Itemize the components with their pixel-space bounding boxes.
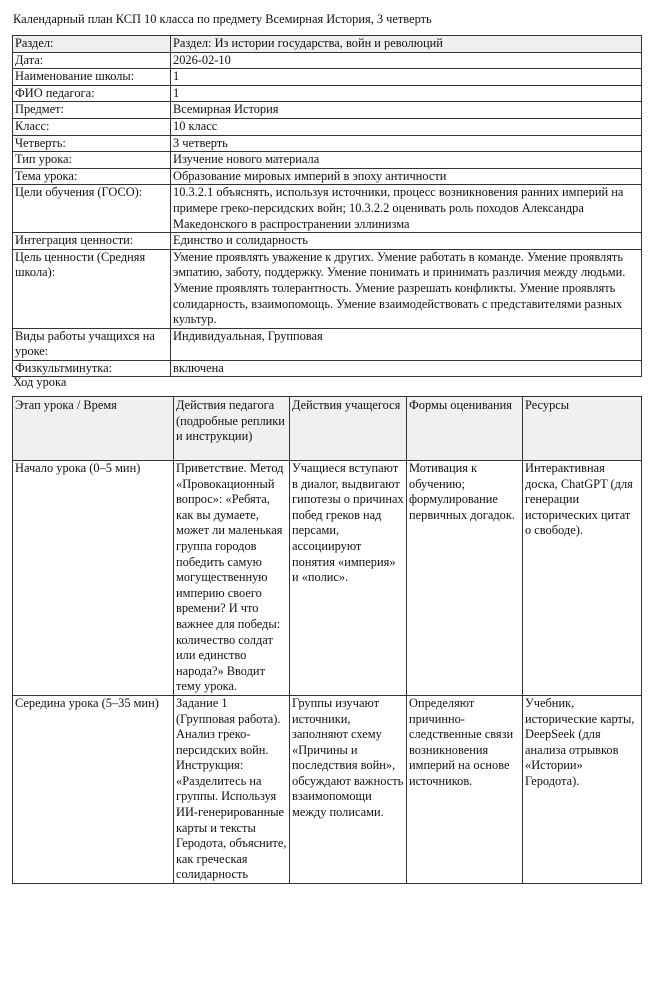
info-row-section bbox=[13, 36, 642, 53]
column-header-resources: Ресурсы bbox=[523, 397, 642, 461]
info-row-value-goal bbox=[13, 249, 642, 328]
info-value: Образование мировых империй в эпоху античности bbox=[171, 168, 642, 185]
lesson-progress-heading: Ход урока bbox=[13, 375, 67, 389]
info-label: Предмет: bbox=[13, 102, 171, 119]
lesson-info-table bbox=[12, 35, 642, 377]
stage-cell: Начало урока (0–5 мин) bbox=[13, 461, 174, 696]
info-label: Тема урока: bbox=[13, 168, 171, 185]
info-label: Четверть: bbox=[13, 135, 171, 152]
resources-cell: Учебник, исторические карты, DeepSeek (для анализа отрывков «Истории» Геродота). bbox=[523, 695, 642, 883]
info-value: Умение проявлять уважение к других. Умение работать в команде. Умение проявлять эмпатию, заботу, поддержку. Умение понимать и принимать различия между людьми. Умение проявлять толерантность. Умение разрешать конфликты. Умение проявлять солидарность, взаимопомощь. Умение взаимодействовать с представителями разных культур. bbox=[171, 249, 642, 328]
stage-cell: Середина урока (5–35 мин) bbox=[13, 695, 174, 883]
info-row-date bbox=[13, 52, 642, 69]
info-row-topic bbox=[13, 168, 642, 185]
info-value: 10 класс bbox=[171, 118, 642, 135]
info-row-school bbox=[13, 69, 642, 86]
info-value: 3 четверть bbox=[171, 135, 642, 152]
column-header-assessment: Формы оценивания bbox=[407, 397, 523, 461]
student-actions-cell: Группы изучают источники, заполняют схему «Причины и последствия войн», обсуждают важность взаимопомощи между полисами. bbox=[290, 695, 407, 883]
info-row-value-integration bbox=[13, 233, 642, 250]
info-value: 1 bbox=[171, 69, 642, 86]
info-label: Раздел: bbox=[13, 36, 171, 53]
column-header-stage: Этап урока / Время bbox=[13, 397, 174, 461]
plan-header-row bbox=[13, 397, 642, 461]
info-label: Цели обучения (ГОСО): bbox=[13, 185, 171, 233]
student-actions-cell: Учащиеся вступают в диалог, выдвигают гипотезы о причинах побед греков над персами, ассоциируют понятия «империя» и «полис». bbox=[290, 461, 407, 696]
info-label: Наименование школы: bbox=[13, 69, 171, 86]
column-header-teacher-actions: Действия педагога (подробные реплики и инструкции) bbox=[174, 397, 290, 461]
assessment-cell: Мотивация к обучению; формулирование первичных догадок. bbox=[407, 461, 523, 696]
column-header-student-actions: Действия учащегося bbox=[290, 397, 407, 461]
info-row-teacher bbox=[13, 85, 642, 102]
info-row-quarter bbox=[13, 135, 642, 152]
info-value: Изучение нового материала bbox=[171, 152, 642, 169]
assessment-cell: Определяют причинно-следственные связи возникновения империй на основе источников. bbox=[407, 695, 523, 883]
info-value: 10.3.2.1 объяснять, используя источники, процесс возникновения ранних империй на примере греко-персидских войн; 10.3.2.2 оценивать роль походов Александра Македонского в распространении эллинизма bbox=[171, 185, 642, 233]
table-row bbox=[13, 461, 642, 696]
info-value: Единство и солидарность bbox=[171, 233, 642, 250]
info-label: Класс: bbox=[13, 118, 171, 135]
info-value: Раздел: Из истории государства, войн и революций bbox=[171, 36, 642, 53]
table-row bbox=[13, 695, 642, 883]
info-value: 1 bbox=[171, 85, 642, 102]
info-label: Интеграция ценности: bbox=[13, 233, 171, 250]
info-label: Цель ценности (Средняя школа): bbox=[13, 249, 171, 328]
document-title: Календарный план КСП 10 класса по предмету Всемирная История, 3 четверть bbox=[13, 12, 432, 26]
resources-cell: Интерактивная доска, ChatGPT (для генерации исторических цитат о свободе). bbox=[523, 461, 642, 696]
info-value: Индивидуальная, Групповая bbox=[171, 328, 642, 360]
lesson-plan-table bbox=[12, 396, 642, 884]
info-row-grade bbox=[13, 118, 642, 135]
info-row-subject bbox=[13, 102, 642, 119]
info-row-objectives bbox=[13, 185, 642, 233]
info-value: Всемирная История bbox=[171, 102, 642, 119]
info-row-work-types bbox=[13, 328, 642, 360]
info-label: ФИО педагога: bbox=[13, 85, 171, 102]
info-value: включена bbox=[171, 360, 642, 377]
info-row-lesson-type bbox=[13, 152, 642, 169]
info-value: 2026-02-10 bbox=[171, 52, 642, 69]
info-label: Дата: bbox=[13, 52, 171, 69]
info-label: Тип урока: bbox=[13, 152, 171, 169]
teacher-actions-cell: Приветствие. Метод «Провокационный вопрос»: «Ребята, как вы думаете, может ли маленькая группа городов победить самую могущественную империю своего времени? И что важнее для победы: количество солдат или единство народа?» Вводит тему урока. bbox=[174, 461, 290, 696]
teacher-actions-cell: Задание 1 (Групповая работа). Анализ греко-персидских войн. Инструкция: «Разделитесь на группы. Используя ИИ-генерированные карты и тексты Геродота, объясните, как греческая солидарность bbox=[174, 695, 290, 883]
info-label: Физкультминутка: bbox=[13, 360, 171, 377]
info-label: Виды работы учащихся на уроке: bbox=[13, 328, 171, 360]
